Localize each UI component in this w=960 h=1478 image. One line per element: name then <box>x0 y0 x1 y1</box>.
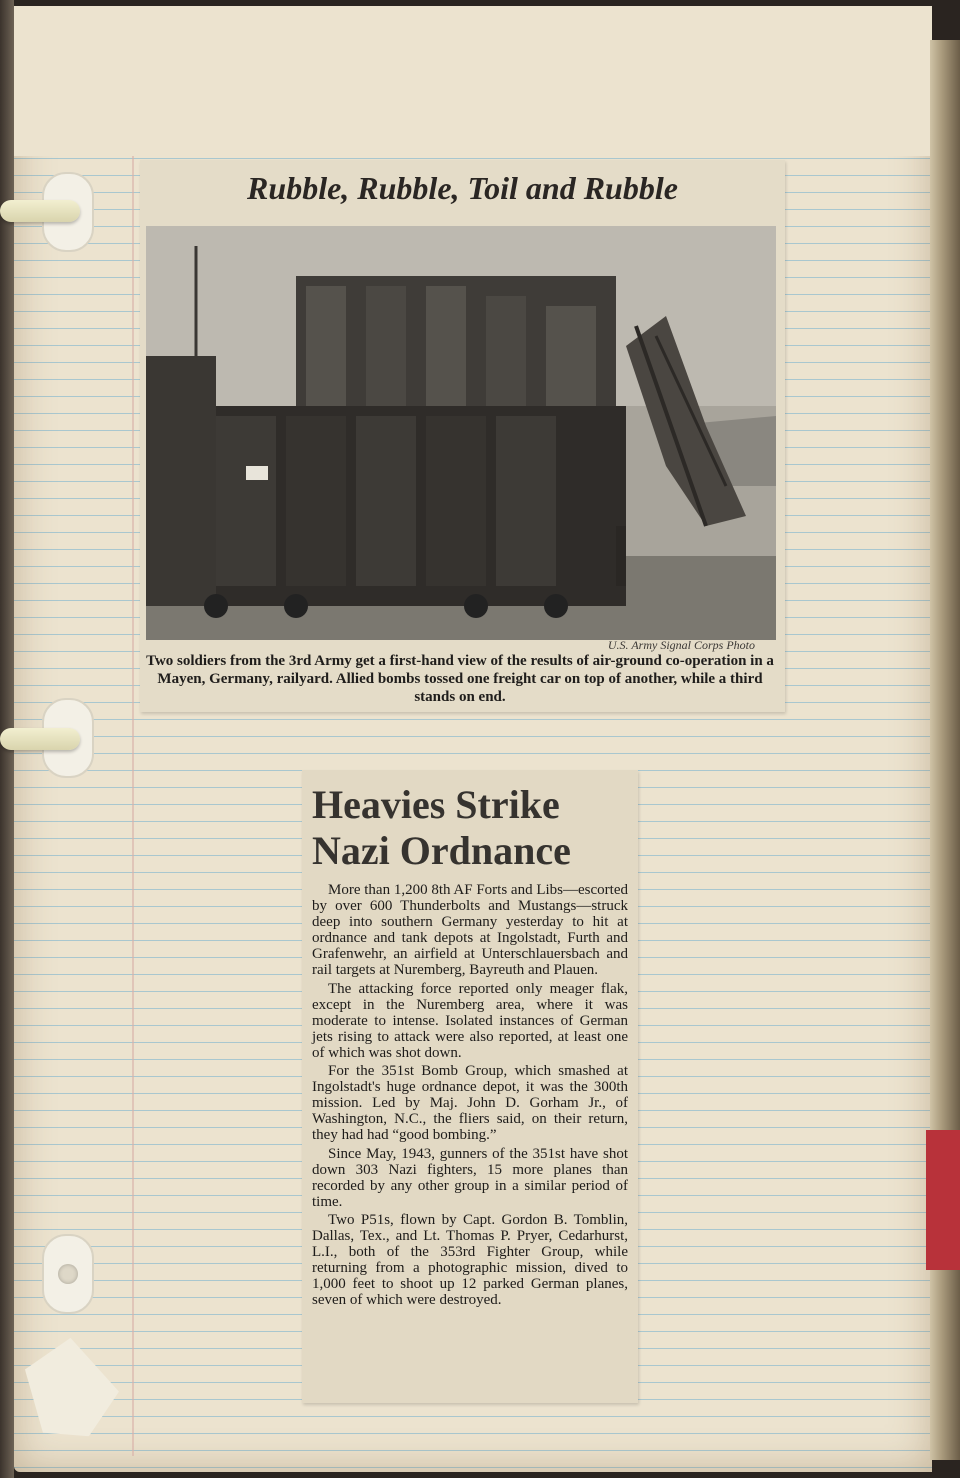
article-headline: Heavies Strike Nazi Ordnance <box>312 782 571 873</box>
article-paragraph: Since May, 1943, gunners of the 351st have shot down 303 Nazi fighters, 15 more planes than recorded by any other group in a similar period of time. <box>312 1145 628 1210</box>
binder-ring-1 <box>0 200 80 222</box>
newspaper-clipping-photo <box>140 160 785 712</box>
article-paragraph: Two P51s, flown by Capt. Gordon B. Tomblin, Dallas, Tex., and Lt. Thomas P. Pryer, Cedarhurst, L.I., both of the 353rd Fighter Group, while returning from a photographic mission, dived to 1,000 feet to shoot up 12 parked German planes, seven of which were destroyed. <box>312 1211 628 1309</box>
newspaper-clipping-article <box>302 770 638 1403</box>
clipping-title: Rubble, Rubble, Toil and Rubble <box>247 170 678 206</box>
article-paragraph: For the 351st Bomb Group, which smashed at Ingolstadt's huge ordnance depot, it was the 300th mission. Led by Maj. John D. Gorham Jr., of Washington, N.C., the fliers said, on their return, they had had “good bombing.” <box>312 1063 628 1144</box>
binder-ring-2 <box>0 728 80 750</box>
article-body <box>312 882 628 1310</box>
margin-line <box>132 156 134 1456</box>
railyard-photo <box>146 226 776 640</box>
article-paragraph: The attacking force reported only meager flak, except in the Nuremberg area, where it was moderate to intense. Isolated instances of German jets rising to attack were also reported, at least one of which was shot down. <box>312 980 628 1061</box>
photo-credit: U.S. Army Signal Corps Photo <box>607 638 755 652</box>
page-stack-red-tab <box>926 1130 960 1270</box>
article-paragraph: More than 1,200 8th AF Forts and Libs—escorted by over 600 Thunderbolts and Mustangs—struck deep into southern Germany yesterday to hit at ordnance and tank depots at Ingolstadt, Furth and Grafenwehr, an airfield at Unterschlauersbach and rail targets at Nuremberg, Bayreuth and Plauen. <box>312 882 628 979</box>
page-top-margin <box>14 6 932 156</box>
photo-caption: Two soldiers from the 3rd Army get a first-hand view of the results of air-ground co-operation in a Mayen, Germany, railyard. Allied bombs tossed one freight car on top of another, while a third stands on end. <box>146 653 774 705</box>
binder-hole-3 <box>42 1234 94 1314</box>
